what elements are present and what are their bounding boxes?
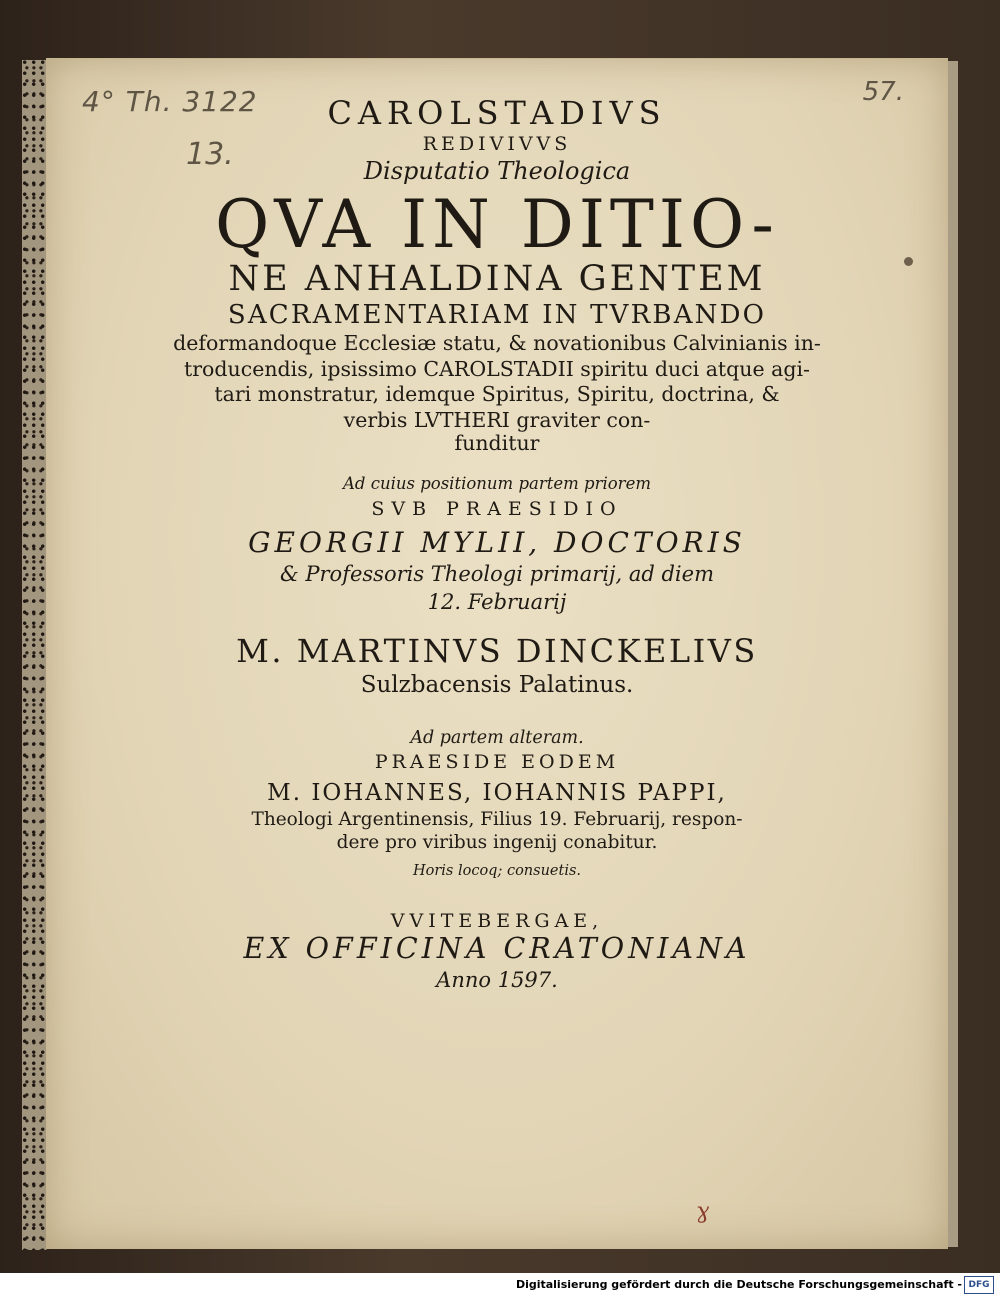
respondent-2-line-3: dere pro viribus ingenij conabitur. xyxy=(336,831,658,853)
respondent-2-name: M. IOHANNES, IOHANNIS PAPPI, xyxy=(267,780,727,807)
genre-line: Disputatio Theologica xyxy=(363,156,631,185)
praeses-name: GEORGII MYLII, DOCTORIS xyxy=(248,525,746,559)
ad-cuius-line: Ad cuius positionum partem priorem xyxy=(343,473,651,493)
subtitle: REDIVIVVS xyxy=(422,132,572,155)
title-line-6: tari monstratur, idemque Spiritus, Spiritu, doctrina, & xyxy=(214,382,780,407)
title-line-8: funditur xyxy=(454,431,540,456)
funding-notice: Digitalisierung gefördert durch die Deutsche Forschungsgemeinschaft - xyxy=(515,1278,962,1291)
item-number-annotation: 13. xyxy=(186,137,234,172)
footer-bar xyxy=(0,1273,1000,1297)
imprint-year: Anno 1597. xyxy=(436,968,558,993)
dfg-logo-icon: DFG xyxy=(964,1276,994,1294)
shelfmark-annotation: 4° Th. 3122 xyxy=(82,85,258,118)
title-line-7: verbis LVTHERI graviter con- xyxy=(343,407,651,432)
book-spine xyxy=(22,60,47,1250)
red-pencil-mark: ɣ xyxy=(696,1199,710,1224)
ad-partem-line: Ad partem alteram. xyxy=(410,728,584,749)
respondent-2-line-2: Theologi Argentinensis, Filius 19. Februarij, respon- xyxy=(251,808,743,830)
title-page xyxy=(46,58,948,1249)
praeside-eodem-line: PRAESIDE EODEM xyxy=(374,751,620,774)
respondent-1-name: M. MARTINVS DINCKELIVS xyxy=(236,632,758,671)
title-line-2: NE ANHALDINA GENTEM xyxy=(228,259,766,300)
main-title: CAROLSTADIVS xyxy=(327,94,667,132)
title-text-block xyxy=(46,93,948,992)
title-line-3: SACRAMENTARIAM IN TVRBANDO xyxy=(227,299,767,330)
title-line-1: QVA IN DITIO- xyxy=(215,185,779,263)
respondent-1-origin: Sulzbacensis Palatinus. xyxy=(360,671,634,698)
imprint-printer: EX OFFICINA CRATONIANA xyxy=(243,931,751,965)
page-number-annotation: 57. xyxy=(862,77,904,107)
imprint-place: VVITEBERGAE, xyxy=(390,909,604,932)
sub-praesidio-line: SVB PRAESIDIO xyxy=(371,497,623,520)
horis-line: Horis locoq; consuetis. xyxy=(412,863,582,880)
disputation-date-1: 12. Februarij xyxy=(427,590,567,615)
praeses-title: & Professoris Theologi primarij, ad diem xyxy=(280,562,714,587)
title-line-4: deformandoque Ecclesiæ statu, & novationibus Calvinianis in- xyxy=(173,331,821,356)
title-line-5: troducendis, ipsissimo CAROLSTADII spiritu duci atque agi- xyxy=(184,356,810,381)
